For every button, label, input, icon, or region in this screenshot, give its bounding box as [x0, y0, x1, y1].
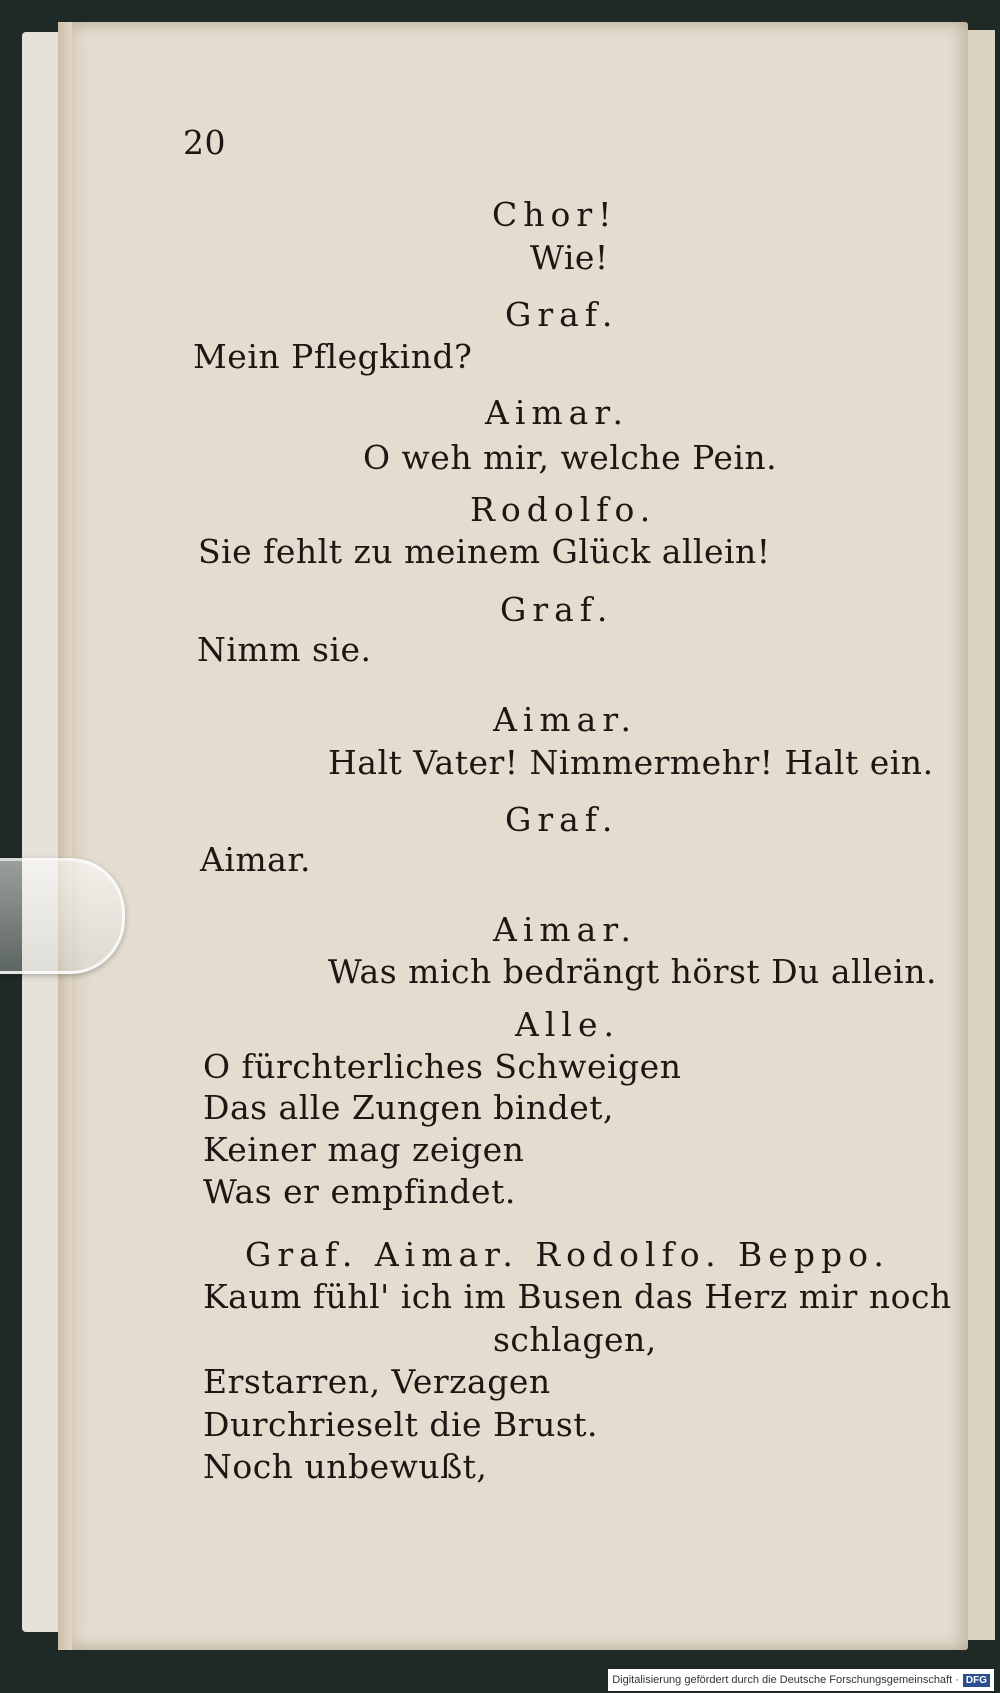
footer-text: Digitalisierung gefördert durch die Deutsche Forschungsgemeinschaft ·: [612, 1674, 959, 1686]
speaker-graf: Graf.: [500, 590, 614, 629]
speaker-ensemble: Graf. Aimar. Rodolfo. Beppo.: [245, 1235, 890, 1274]
speaker-rodolfo: Rodolfo.: [470, 490, 657, 529]
speaker-alle: Alle.: [515, 1005, 620, 1044]
dfg-logo-icon: DFG: [963, 1674, 990, 1687]
verse-line: Das alle Zungen bindet,: [203, 1088, 615, 1127]
verse-line: Erstarren, Verzagen: [203, 1362, 551, 1401]
page-number: 20: [183, 123, 226, 162]
verse-line: Wie!: [530, 238, 609, 277]
verse-line: Kaum fühl' ich im Busen das Herz mir noch: [203, 1277, 952, 1316]
verse-line: Nimm sie.: [197, 630, 372, 669]
footer-credit: [608, 1669, 994, 1691]
verse-line: Was er empfindet.: [203, 1172, 516, 1211]
speaker-aimar: Aimar.: [485, 393, 629, 432]
plastic-page-clip: [0, 858, 125, 974]
verse-line: Noch unbewußt,: [203, 1447, 488, 1486]
speaker-chor: Chor!: [492, 195, 618, 234]
verse-line: Mein Pflegkind?: [193, 337, 473, 376]
verse-line: O fürchterliches Schweigen: [203, 1047, 682, 1086]
page-gutter: [58, 22, 72, 1650]
verse-line: Sie fehlt zu meinem Glück allein!: [198, 532, 771, 571]
speaker-graf: Graf.: [505, 800, 619, 839]
verse-line: Keiner mag zeigen: [203, 1130, 525, 1169]
verse-line: schlagen,: [493, 1320, 657, 1359]
verse-line: Aimar.: [200, 840, 311, 879]
verse-line: Halt Vater! Nimmermehr! Halt ein.: [328, 743, 934, 782]
verse-line: O weh mir, welche Pein.: [363, 438, 778, 477]
verse-line: Was mich bedrängt hörst Du allein.: [328, 952, 937, 991]
speaker-aimar: Aimar.: [493, 700, 637, 739]
speaker-aimar: Aimar.: [493, 910, 637, 949]
speaker-graf: Graf.: [505, 295, 619, 334]
verse-line: Durchrieselt die Brust.: [203, 1405, 599, 1444]
